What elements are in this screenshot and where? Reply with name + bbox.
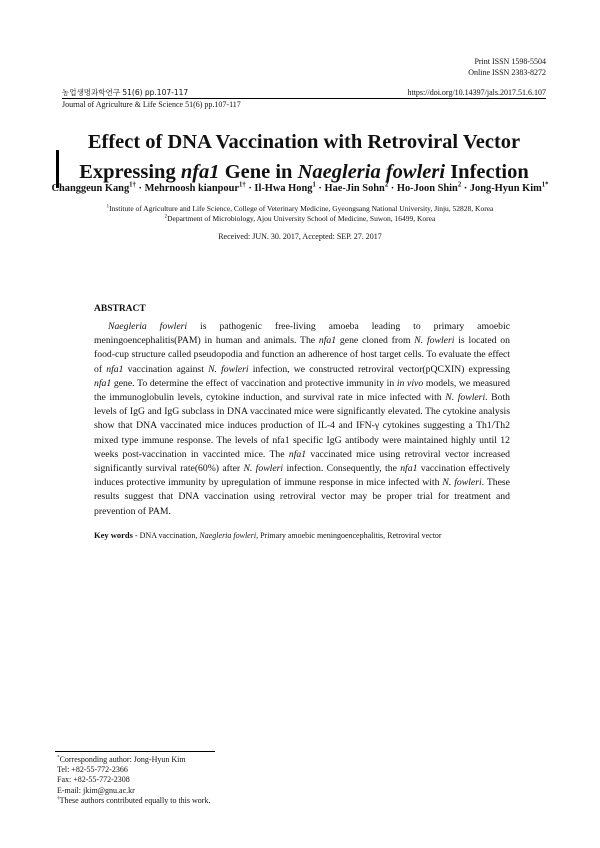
author-affiliation-mark: 2 [457, 181, 462, 189]
paper-title [62, 127, 546, 187]
author-name: Mehrnoosh kianpour [144, 183, 239, 194]
author-name: Hae-Jin Sohn [324, 183, 385, 194]
footnote-email[interactable]: E-mail: jkim@gnu.ac.kr [57, 786, 135, 795]
author-separator: · [388, 183, 397, 194]
doi-link[interactable]: https://doi.org/10.14397/jals.2017.51.6.107 [407, 88, 546, 97]
author-name: Changgeun Kang [51, 183, 130, 194]
author-affiliation-mark: 1† [238, 181, 246, 189]
affiliation-2: $^2$Department of Microbiology, Ajou University School of Medicine, Suwon, 16499, Korea [164, 214, 436, 223]
affiliation-1: $^1$Institute of Agriculture and Life Science, College of Veterinary Medicine, Gyeongsang National University, Jinju, 52828, Korea [106, 204, 494, 213]
author-separator: · [461, 183, 470, 194]
author-separator: · [245, 183, 255, 194]
footnote-rule [55, 751, 215, 752]
journal-english: Journal of Agriculture & Life Science 51(6) pp.107-117 [62, 100, 241, 109]
footnote-fax: Fax: +82-55-772-2308 [57, 775, 130, 784]
author-separator: · [135, 183, 145, 194]
received-accepted-dates: Received: JUN. 30. 2017, Accepted: SEP. 27. 2017 [218, 232, 382, 241]
author-separator: · [315, 183, 325, 194]
author-affiliation-mark: 1* [541, 181, 549, 189]
online-issn: Online ISSN 2383-8272 [468, 68, 546, 77]
footnote-tel: Tel: +82-55-772-2366 [57, 765, 128, 774]
footnote-equal-contribution: †These authors contributed equally to this work. [57, 795, 211, 805]
author-affiliation-mark: 2 [384, 181, 389, 189]
title-line-2: Expressing nfa1 Gene in Naegleria fowleri Infection [79, 161, 529, 183]
print-issn: Print ISSN 1598-5504 [474, 57, 546, 66]
abstract-heading: ABSTRACT [94, 304, 146, 314]
keywords: Key words - DNA vaccination, Naegleria fowleri, Primary amoebic meningoencephalitis, Retroviral vector [94, 530, 442, 540]
author-name: Ho-Joon Shin [396, 183, 458, 194]
author-name: Jong-Hyun Kim [469, 183, 542, 194]
journal-korean: 농업생명과학연구 51(6) pp.107-117 [62, 88, 189, 97]
author-affiliation-mark: 1 [312, 181, 316, 189]
author-list [30, 183, 570, 194]
author-affiliation-mark: 1† [129, 181, 136, 189]
abstract-body: Naegleria fowleri is pathogenic free-living amoeba leading to primary amoebic meningoencephalitis(PAM) in human and animals. The nfa1 gene cloned from N. fowleri is located on food-cup structure called pseudopodia and function an adherence of host target cells. To evaluate the effect of nfa1 vaccination against N. fowleri infection, we constructed retroviral vector(pQCXIN) expressing nfa1 gene. To determine the effect of vaccination and protective immunity in in vivo models, we measured the immunoglobulin levels, cytokine induction, and survival rate in mice infected with N. fowleri. Both levels of IgG and IgG subclass in DNA vaccinated mice were significantly elevated. The cytokine analysis show that DNA vaccinated mice induces production of IL-4 and IFN-γ cytokines suggesting a Th1/Th2 mixed type immune response. The levels of nfa1 specific IgG antibody were maintained highly until 12 weeks post-vaccination in vaccinted mice. The nfa1 vaccinated mice using retroviral vector increased significantly survival rate(60%) after N. fowleri infection. Consequently, the nfa1 vaccination effectively induces protective immunity by upregulation of immune response in mice infected with N. fowleri. These results suggest that DNA vaccination using retroviral vector may be proper trial for treatment and prevention of PAM. [94, 321, 511, 517]
footnote-corresponding: *Corresponding author: Jong-Hyun Kim [57, 754, 186, 764]
title-line-1: Effect of DNA Vaccination with Retroviral Vector [87, 131, 521, 153]
author-name: Il-Hwa Hong [254, 183, 313, 194]
